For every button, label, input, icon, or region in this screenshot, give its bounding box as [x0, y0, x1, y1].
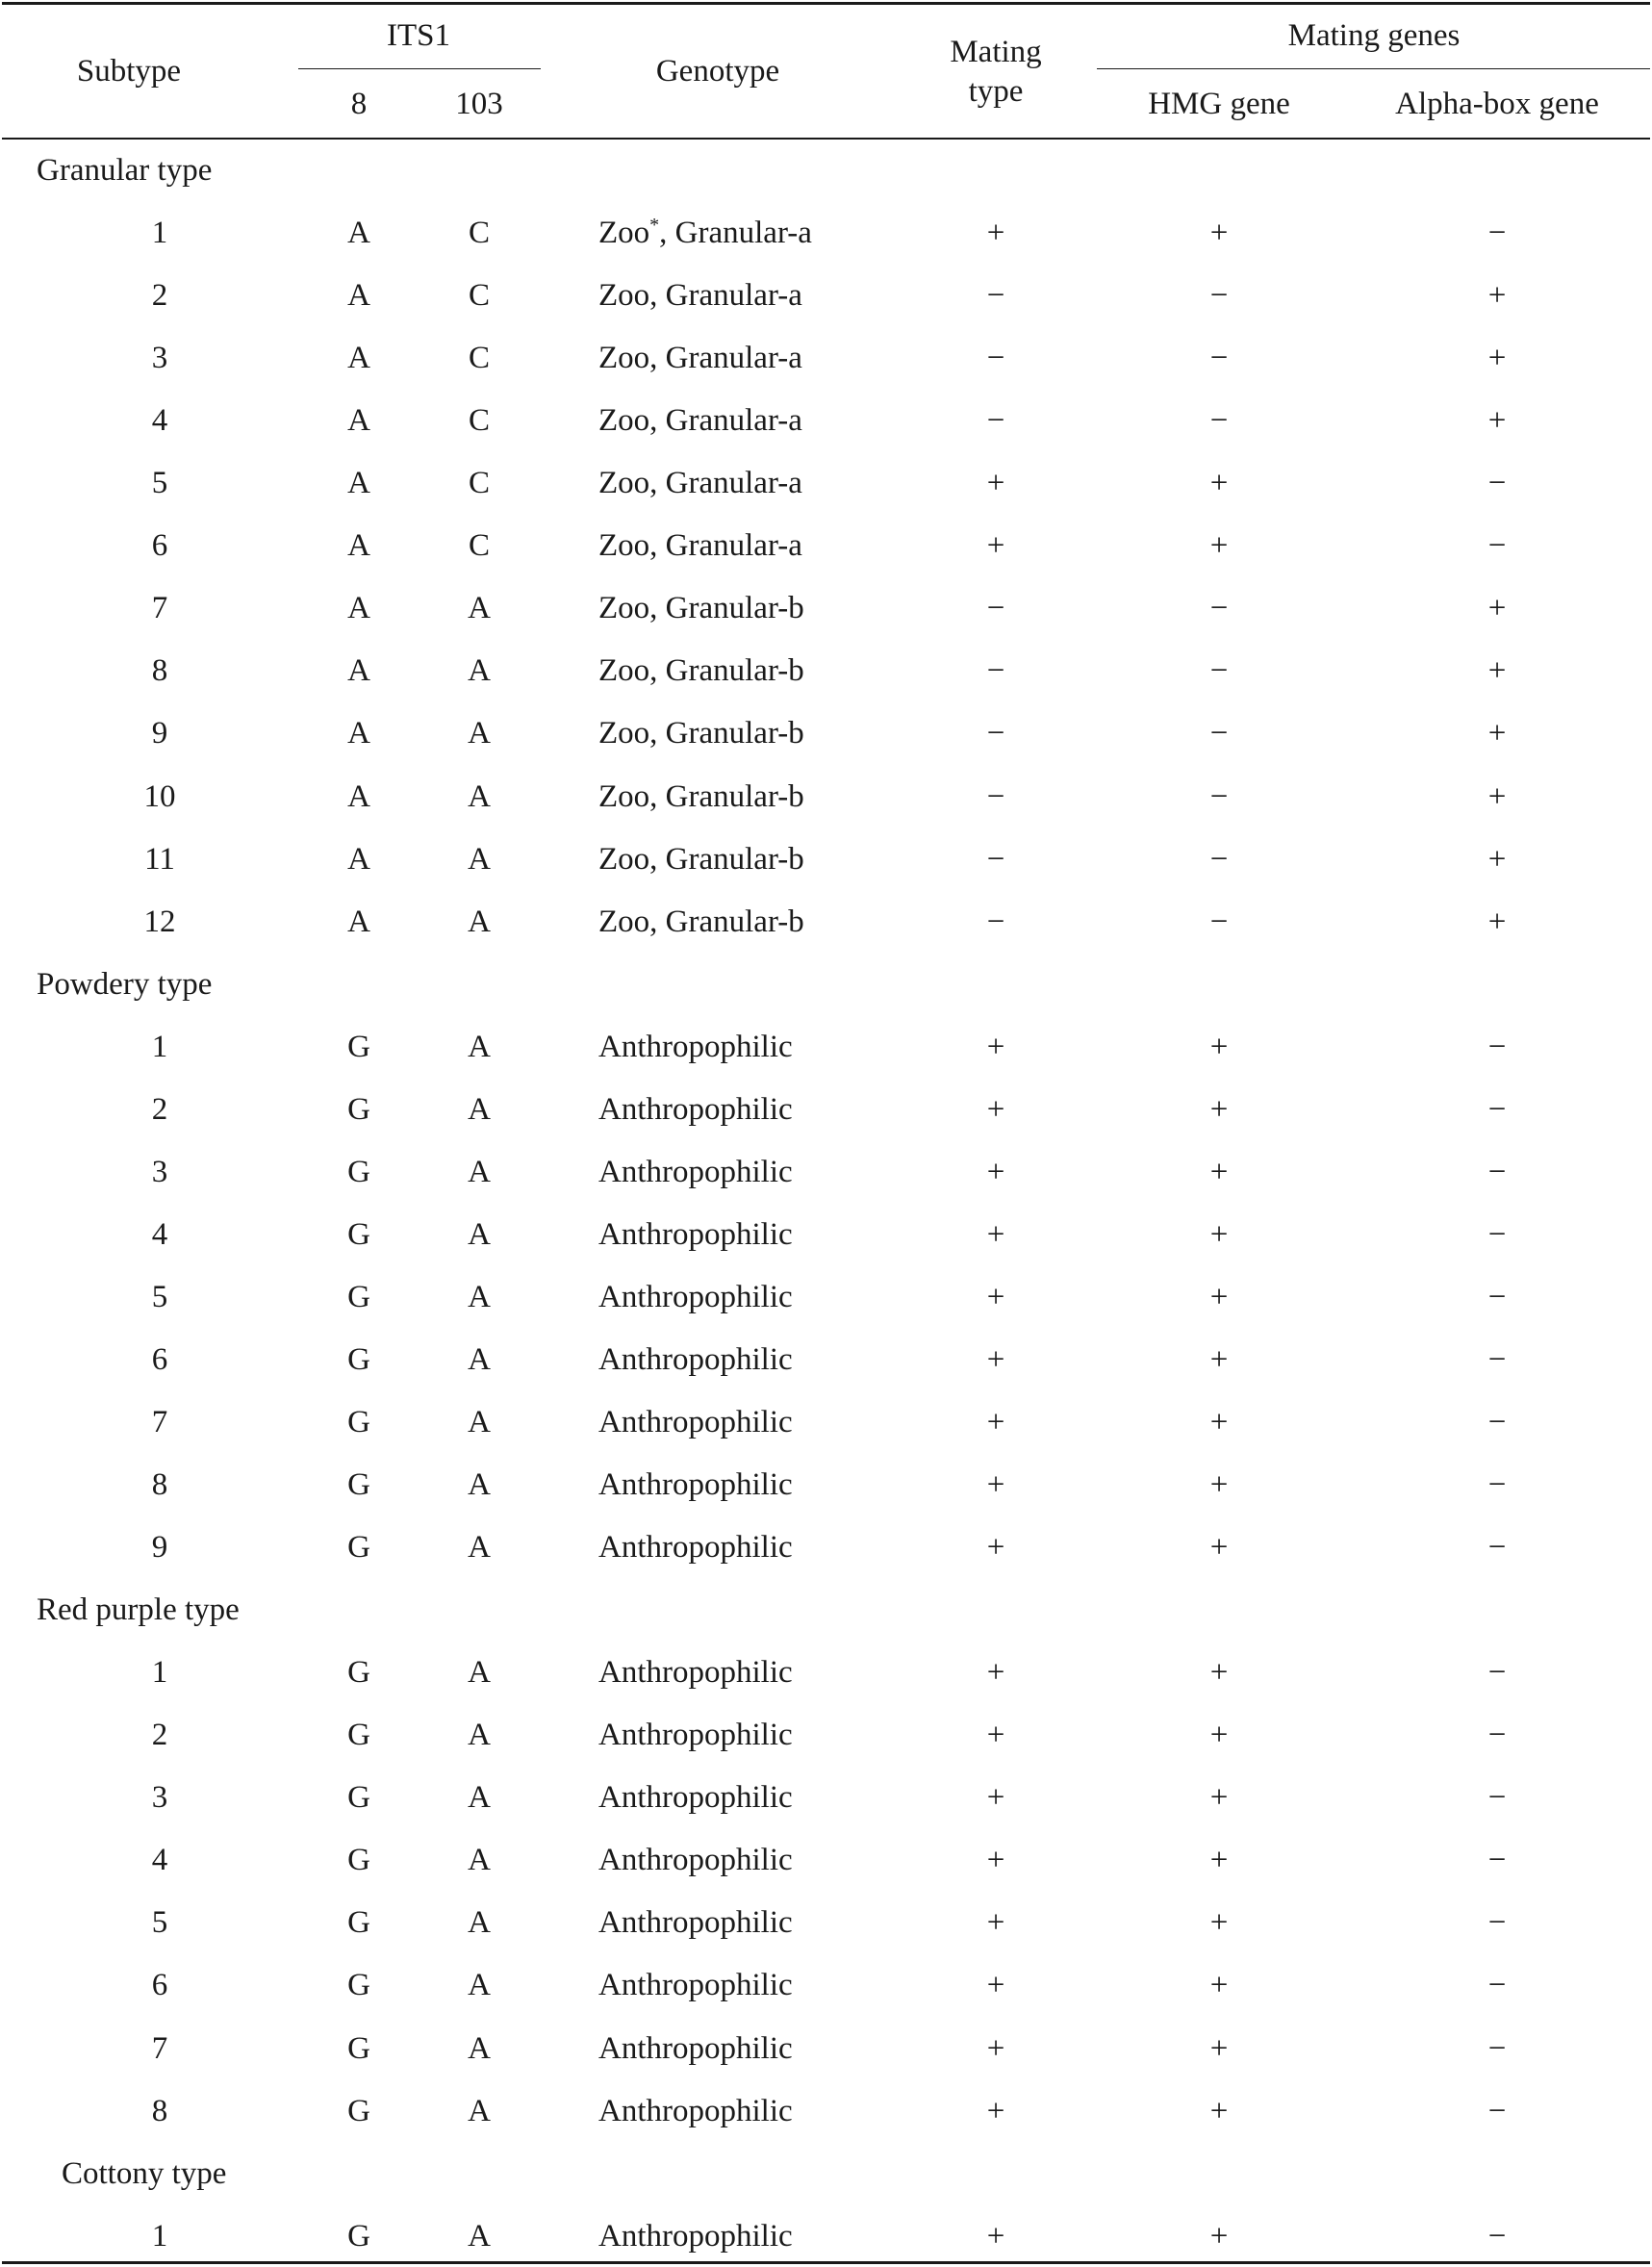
its1-position-103-value: A: [468, 1968, 491, 2003]
subtype-number: 4: [151, 1216, 168, 1252]
its1-position-103-value: A: [468, 2030, 491, 2066]
alpha-box-gene-value: −: [1487, 1341, 1507, 1377]
subtype-number: 8: [151, 1467, 168, 1503]
hmg-gene-value: +: [1209, 2093, 1229, 2128]
its1-position-103-value: A: [468, 653, 491, 689]
hmg-gene-value: +: [1209, 1279, 1229, 1314]
its1-position-8-value: G: [347, 1718, 370, 1753]
alpha-box-gene-value: +: [1487, 653, 1507, 689]
mating-type-value: +: [986, 1718, 1005, 1753]
hmg-gene-value: −: [1209, 653, 1229, 689]
genotype-value: [598, 903, 804, 941]
mating-type-value: −: [986, 716, 1005, 751]
alpha-box-gene-value: −: [1487, 528, 1507, 564]
subtype-number: 1: [151, 1029, 168, 1064]
alpha-box-gene-value: −: [1487, 1905, 1507, 1941]
genotype-value: [598, 1403, 793, 1441]
its1-position-8-value: G: [347, 1279, 370, 1314]
its1-position-8-value: A: [347, 778, 370, 814]
subtype-number: 2: [151, 1718, 168, 1753]
its1-position-8-value: A: [347, 904, 370, 939]
its1-position-103-value: C: [468, 216, 491, 251]
genotype-value: [598, 1966, 793, 2004]
its1-position-8-value: G: [347, 1843, 370, 1878]
its1-position-103-value: A: [468, 1467, 491, 1503]
genotype-text: Zoo, Granular-a: [598, 466, 802, 501]
mating-type-value: +: [986, 1405, 1005, 1439]
its1-position-103-value: C: [468, 528, 491, 564]
subtype-number: 12: [143, 904, 176, 939]
subtype-number: 8: [151, 2093, 168, 2128]
mating-type-value: −: [986, 778, 1005, 814]
its1-position-8-value: A: [347, 653, 370, 689]
genotype-text: Anthropophilic: [598, 1905, 793, 1941]
its1-position-8-value: G: [347, 1341, 370, 1377]
its1-position-103-value: A: [468, 716, 491, 751]
its1-position-8-value: G: [347, 1780, 370, 1816]
subtype-number: 11: [144, 841, 175, 877]
its1-position-8-value: G: [347, 1216, 370, 1252]
genotype-value: [598, 1903, 793, 1942]
genotype-value: [598, 1028, 793, 1066]
alpha-box-gene-value: +: [1487, 403, 1507, 439]
mating-type-value: +: [986, 1091, 1005, 1127]
genotype-value: [598, 1653, 793, 1692]
genotype-value: [598, 714, 804, 752]
its1-position-8-value: G: [347, 1530, 370, 1566]
mating-type-value: +: [986, 1843, 1005, 1878]
alpha-box-gene-value: +: [1487, 778, 1507, 814]
its1-position-103-value: A: [468, 1530, 491, 1566]
alpha-box-gene-value: −: [1487, 2030, 1507, 2066]
its1-position-103-value: C: [468, 278, 491, 314]
subtype-number: 7: [151, 1405, 168, 1439]
genotype-value: [598, 777, 804, 816]
alpha-box-gene-value: −: [1487, 1718, 1507, 1753]
genotype-value: [598, 1465, 793, 1504]
genotype-value: [598, 1153, 793, 1191]
mating-type-value: +: [986, 2218, 1005, 2254]
its1-position-103-value: A: [468, 2093, 491, 2128]
header-subtype: Subtype: [76, 54, 182, 89]
its1-position-8-value: A: [347, 403, 370, 439]
its1-position-103-value: A: [468, 591, 491, 626]
genotype-value: [598, 651, 804, 690]
hmg-gene-value: +: [1209, 2030, 1229, 2066]
alpha-box-gene-value: −: [1487, 1968, 1507, 2003]
mating-type-value: +: [986, 1467, 1005, 1503]
alpha-box-gene-value: +: [1487, 841, 1507, 877]
alpha-box-gene-value: −: [1487, 1780, 1507, 1816]
genotype-value: [598, 526, 802, 565]
its1-position-103-value: A: [468, 2218, 491, 2254]
header-bottom-rule: [2, 138, 1650, 140]
alpha-box-gene-value: −: [1487, 216, 1507, 251]
alpha-box-gene-value: −: [1487, 1655, 1507, 1691]
genotype-value: [598, 2029, 793, 2068]
mating-type-value: +: [986, 1905, 1005, 1941]
mating-type-value: +: [986, 1341, 1005, 1377]
mating-type-value: +: [986, 466, 1005, 501]
alpha-box-gene-value: −: [1487, 1091, 1507, 1127]
genotype-value: [598, 276, 802, 315]
hmg-gene-value: +: [1209, 528, 1229, 564]
genotype-text: Anthropophilic: [598, 1968, 793, 2003]
its1-position-103-value: C: [468, 466, 491, 501]
its1-position-103-value: A: [468, 1405, 491, 1439]
its1-position-8-value: G: [347, 2093, 370, 2128]
table-bottom-rule: [2, 2261, 1650, 2264]
subtype-number: 10: [143, 778, 176, 814]
header-its1-position-103: 103: [455, 87, 503, 121]
subtype-number: 4: [151, 403, 168, 439]
its1-position-103-value: A: [468, 1279, 491, 1314]
its1-position-8-value: A: [347, 528, 370, 564]
genotype-text: Zoo: [598, 216, 650, 251]
subtype-number: 3: [151, 1780, 168, 1816]
its1-position-8-value: G: [347, 1467, 370, 1503]
its1-position-8-value: G: [347, 2218, 370, 2254]
genotype-value: [598, 589, 804, 627]
genotype-text: Zoo, Granular-a: [598, 278, 802, 314]
alpha-box-gene-value: −: [1487, 1029, 1507, 1064]
alpha-box-gene-value: −: [1487, 1843, 1507, 1878]
genotype-text: Anthropophilic: [598, 1718, 793, 1753]
mating-type-value: +: [986, 1279, 1005, 1314]
hmg-gene-value: −: [1209, 341, 1229, 376]
alpha-box-gene-value: +: [1487, 904, 1507, 939]
mating-type-value: −: [986, 591, 1005, 626]
subtype-number: 1: [151, 1655, 168, 1691]
subtype-number: 1: [151, 2218, 168, 2254]
subtype-number: 3: [151, 1154, 168, 1189]
subtype-number: 9: [151, 716, 168, 751]
subtype-number: 7: [151, 2030, 168, 2066]
genotype-text: Anthropophilic: [598, 1843, 793, 1878]
group-label: Powdery type: [37, 966, 213, 1002]
its1-position-8-value: G: [347, 1091, 370, 1127]
subtype-number: 9: [151, 1530, 168, 1566]
hmg-gene-value: +: [1209, 216, 1229, 251]
mating-type-value: +: [986, 1968, 1005, 2003]
its1-position-8-value: G: [347, 1405, 370, 1439]
header-mating-type-line2: type: [968, 74, 1024, 109]
hmg-gene-value: +: [1209, 1905, 1229, 1941]
subtype-number: 6: [151, 1341, 168, 1377]
hmg-gene-value: +: [1209, 2218, 1229, 2254]
its1-position-8-value: G: [347, 1655, 370, 1691]
its1-position-8-value: A: [347, 216, 370, 251]
its1-position-8-value: G: [347, 1154, 370, 1189]
alpha-box-gene-value: −: [1487, 2218, 1507, 2254]
hmg-gene-value: −: [1209, 904, 1229, 939]
mating-type-value: −: [986, 904, 1005, 939]
genotype-text: Anthropophilic: [598, 1279, 793, 1314]
its1-position-103-value: A: [468, 778, 491, 814]
genotype-value: [598, 214, 812, 252]
mating-type-value: −: [986, 653, 1005, 689]
subtype-number: 6: [151, 528, 168, 564]
its1-position-103-value: A: [468, 1905, 491, 1941]
hmg-gene-value: +: [1209, 1968, 1229, 2003]
hmg-gene-value: +: [1209, 1780, 1229, 1816]
its1-position-103-value: A: [468, 1780, 491, 1816]
genotype-text: Anthropophilic: [598, 1029, 793, 1064]
genotype-value: [598, 1340, 793, 1379]
genotype-value: [598, 1278, 793, 1316]
mating-type-value: +: [986, 1154, 1005, 1189]
table-top-rule: [2, 2, 1650, 5]
group-label: Red purple type: [37, 1592, 240, 1628]
alpha-box-gene-value: −: [1487, 1154, 1507, 1189]
genotype-value: [598, 840, 804, 879]
hmg-gene-value: −: [1209, 591, 1229, 626]
its1-position-103-value: A: [468, 1843, 491, 1878]
alpha-box-gene-value: +: [1487, 716, 1507, 751]
genotype-value: [598, 1778, 793, 1817]
its1-position-8-value: A: [347, 466, 370, 501]
footnote-marker: *: [649, 215, 660, 237]
hmg-gene-value: +: [1209, 1091, 1229, 1127]
genotype-value: [598, 339, 802, 377]
alpha-box-gene-value: +: [1487, 278, 1507, 314]
hmg-gene-value: +: [1209, 1467, 1229, 1503]
alpha-box-gene-value: −: [1487, 466, 1507, 501]
mating-type-value: −: [986, 403, 1005, 439]
genotype-text: Anthropophilic: [598, 2093, 793, 2128]
group-label: Granular type: [37, 153, 213, 188]
its1-position-8-value: A: [347, 591, 370, 626]
its1-position-103-value: A: [468, 841, 491, 877]
hmg-gene-value: −: [1209, 716, 1229, 751]
subtype-number: 2: [151, 1091, 168, 1127]
its1-underline: [298, 68, 541, 69]
header-its1-position-8: 8: [350, 87, 368, 121]
hmg-gene-value: +: [1209, 1530, 1229, 1566]
its1-position-103-value: A: [468, 1029, 491, 1064]
hmg-gene-value: −: [1209, 403, 1229, 439]
header-mating-type-line1: Mating: [950, 35, 1042, 69]
alpha-box-gene-value: +: [1487, 341, 1507, 376]
genotype-text: Anthropophilic: [598, 1405, 793, 1439]
its1-position-103-value: C: [468, 341, 491, 376]
header-alpha-box-gene: Alpha-box gene: [1395, 87, 1599, 121]
its1-position-103-value: C: [468, 403, 491, 439]
hmg-gene-value: +: [1209, 1405, 1229, 1439]
genotype-text: Anthropophilic: [598, 1154, 793, 1189]
its1-position-103-value: A: [468, 1091, 491, 1127]
header-genotype: Genotype: [655, 54, 780, 89]
subtype-number: 3: [151, 341, 168, 376]
its1-position-8-value: G: [347, 1029, 370, 1064]
genotype-text: Zoo, Granular-b: [598, 653, 804, 689]
hmg-gene-value: +: [1209, 1843, 1229, 1878]
header-mating-genes: Mating genes: [1287, 18, 1461, 53]
its1-position-103-value: A: [468, 904, 491, 939]
alpha-box-gene-value: −: [1487, 1405, 1507, 1439]
subtype-number: 5: [151, 1279, 168, 1314]
mating-type-value: −: [986, 341, 1005, 376]
hmg-gene-value: +: [1209, 466, 1229, 501]
hmg-gene-value: −: [1209, 778, 1229, 814]
its1-position-103-value: A: [468, 1216, 491, 1252]
hmg-gene-value: +: [1209, 1029, 1229, 1064]
alpha-box-gene-value: −: [1487, 1279, 1507, 1314]
genotype-text: Anthropophilic: [598, 1530, 793, 1566]
alpha-box-gene-value: −: [1487, 1216, 1507, 1252]
its1-position-103-value: A: [468, 1655, 491, 1691]
genotype-value: [598, 401, 802, 440]
mating-type-value: +: [986, 1530, 1005, 1566]
subtype-number: 6: [151, 1968, 168, 2003]
its1-position-8-value: A: [347, 341, 370, 376]
genotype-text: Zoo, Granular-a: [598, 403, 802, 439]
hmg-gene-value: +: [1209, 1718, 1229, 1753]
genotype-value: [598, 2092, 793, 2130]
genotype-value: [598, 1090, 793, 1129]
header-its1: ITS1: [387, 18, 450, 53]
genotype-text: Anthropophilic: [598, 1780, 793, 1816]
genotype-text: Anthropophilic: [598, 1216, 793, 1252]
its1-position-8-value: A: [347, 841, 370, 877]
mating-type-value: −: [986, 841, 1005, 877]
genotype-text: Anthropophilic: [598, 1341, 793, 1377]
hmg-gene-value: +: [1209, 1216, 1229, 1252]
mating-type-value: +: [986, 528, 1005, 564]
genotype-text: Anthropophilic: [598, 1091, 793, 1127]
genotype-text: Zoo, Granular-a: [598, 528, 802, 564]
its1-position-8-value: G: [347, 1905, 370, 1941]
mating-type-value: −: [986, 278, 1005, 314]
genotype-text: Anthropophilic: [598, 1467, 793, 1503]
its1-position-8-value: G: [347, 1968, 370, 2003]
genotype-text-rest: , Granular-a: [659, 216, 812, 251]
mating-type-value: +: [986, 1780, 1005, 1816]
genotype-value: [598, 1528, 793, 1567]
mating-type-value: +: [986, 2030, 1005, 2066]
subtype-number: 2: [151, 278, 168, 314]
its1-position-8-value: A: [347, 278, 370, 314]
genotype-text: Anthropophilic: [598, 1655, 793, 1691]
subtype-number: 8: [151, 653, 168, 689]
mating-genes-underline: [1097, 68, 1650, 69]
alpha-box-gene-value: −: [1487, 2093, 1507, 2128]
hmg-gene-value: −: [1209, 278, 1229, 314]
header-hmg-gene: HMG gene: [1148, 87, 1290, 121]
genotype-text: Anthropophilic: [598, 2218, 793, 2254]
its1-position-8-value: A: [347, 716, 370, 751]
subtype-number: 7: [151, 591, 168, 626]
mating-type-value: +: [986, 1655, 1005, 1691]
genotype-value: [598, 1716, 793, 1754]
subtype-number: 4: [151, 1843, 168, 1878]
genotype-text: Zoo, Granular-b: [598, 841, 804, 877]
mating-type-value: +: [986, 2093, 1005, 2128]
alpha-box-gene-value: +: [1487, 591, 1507, 626]
hmg-gene-value: +: [1209, 1154, 1229, 1189]
genotype-text: Zoo, Granular-b: [598, 591, 804, 626]
hmg-gene-value: +: [1209, 1655, 1229, 1691]
its1-position-103-value: A: [468, 1341, 491, 1377]
subtype-number: 5: [151, 466, 168, 501]
genotype-text: Zoo, Granular-b: [598, 904, 804, 939]
its1-position-8-value: G: [347, 2030, 370, 2066]
hmg-gene-value: −: [1209, 841, 1229, 877]
mating-type-value: +: [986, 1029, 1005, 1064]
genotype-text: Zoo, Granular-b: [598, 778, 804, 814]
subtype-number: 1: [151, 216, 168, 251]
genotype-text: Anthropophilic: [598, 2030, 793, 2066]
genotype-value: [598, 464, 802, 502]
alpha-box-gene-value: −: [1487, 1530, 1507, 1566]
alpha-box-gene-value: −: [1487, 1467, 1507, 1503]
genotype-value: [598, 1215, 793, 1254]
genotype-value: [598, 2217, 793, 2255]
subtype-number: 5: [151, 1905, 168, 1941]
mating-type-value: +: [986, 216, 1005, 251]
genotype-text: Zoo, Granular-b: [598, 716, 804, 751]
group-label: Cottony type: [62, 2155, 227, 2191]
mating-type-value: +: [986, 1216, 1005, 1252]
its1-position-103-value: A: [468, 1718, 491, 1753]
hmg-gene-value: +: [1209, 1341, 1229, 1377]
its1-position-103-value: A: [468, 1154, 491, 1189]
genotype-value: [598, 1841, 793, 1879]
genotype-text: Zoo, Granular-a: [598, 341, 802, 376]
